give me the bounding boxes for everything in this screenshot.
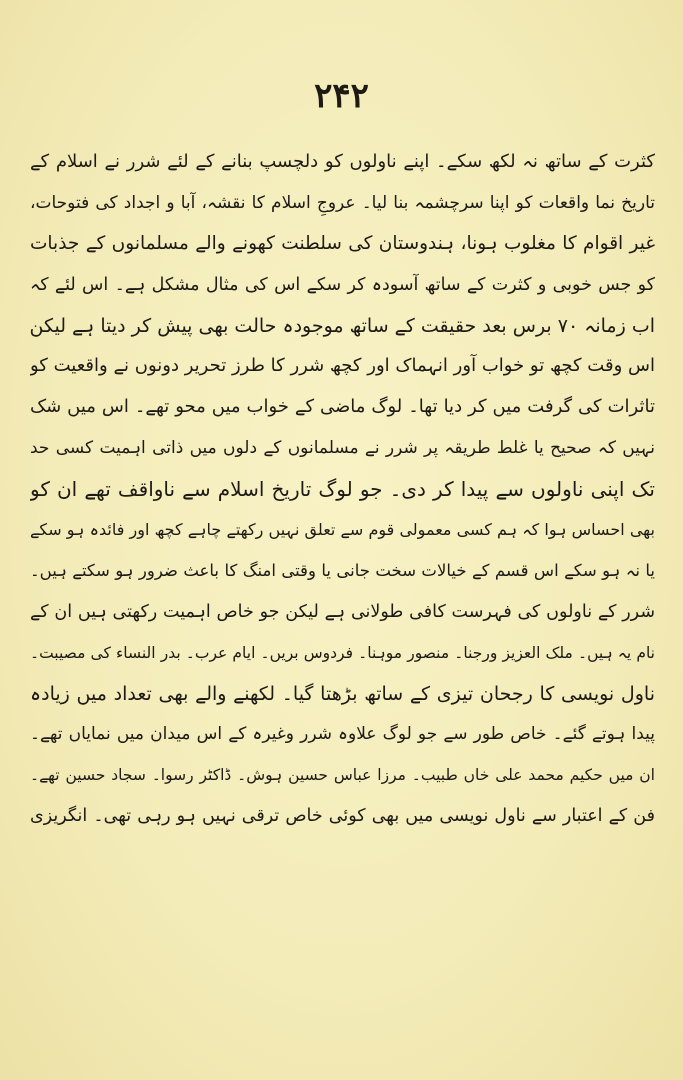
text-line: ان میں حکیم محمد علی خاں طبیب۔ مرزا عباس حسین ہوش۔ ڈاکٹر رسوا۔ سجاد حسین تھے۔ (30, 766, 655, 785)
text-line: تاریخ نما واقعات کو اپنا سرچشمہ بنا لیا۔ عروجِ اسلام کا نقشہ، آبا و اجداد کی فتوحات، (30, 192, 655, 213)
text-line: ناول نویسی کا رجحان تیزی کے ساتھ بڑھتا گیا۔ لکھنے والے بھی تعداد میں زیادہ (30, 682, 655, 705)
text-line: فن کے اعتبار سے ناول نویسی میں بھی کوئی خاص ترقی نہیں ہو رہی تھی۔ انگریزی (30, 806, 655, 827)
text-line: غیر اقوام کا مغلوب ہونا، ہندوستان کی سلطنت کھونے والے مسلمانوں کے جذبات (30, 232, 655, 254)
text-line: شرر کے ناولوں کی فہرست کافی طولانی ہے لیکن جو خاص اہمیت رکھتی ہیں ان کے (30, 601, 655, 622)
text-line: نہیں کہ صحیح یا غلط طریقہ پر شرر نے مسلمانوں کے دلوں میں ذاتی اہمیت کسی حد (30, 438, 655, 459)
page-number: ۲۴۲ (314, 76, 369, 116)
text-line: تاثرات کی گرفت میں کر دیا تھا۔ لوگ ماضی کے خواب میں محو تھے۔ اس میں شک (30, 396, 655, 418)
text-line: یا نہ ہو سکے اس قسم کے خیالات سخت جانی یا وقتی امنگ کا باعث ضرور ہو سکتے ہیں۔ (30, 560, 655, 580)
text-line: نام یہ ہیں۔ ملک العزیز ورجنا۔ منصور موہنا۔ فردوس بریں۔ ایام عرب۔ بدر النساء کی مصیبت۔ (30, 643, 655, 662)
text-line: پیدا ہوتے گئے۔ خاص طور سے جو لوگ علاوہ شرر وغیرہ کے اس میدان میں نمایاں تھے۔ (30, 724, 655, 745)
text-line: بھی احساس ہوا کہ ہم کسی معمولی قوم سے تعلق نہیں رکھتے چاہے کچھ اور فائدہ ہو سکے (30, 520, 655, 540)
text-line: کو جس خوبی و کثرت کے ساتھ آسودہ کر سکے اس کی مثال مشکل ہے۔ اس لئے کہ (30, 274, 655, 295)
body-text (30, 142, 655, 837)
text-line: اب زمانہ ۷۰ برس بعد حقیقت کے ساتھ موجودہ حالت بھی پیش کر دیتا ہے لیکن (30, 314, 655, 337)
text-line: اس وقت کچھ تو خواب آور انہماک اور کچھ شرر کا طرز تحریر دونوں نے واقعیت کو (30, 355, 655, 377)
text-line: کثرت کے ساتھ نہ لکھ سکے۔ اپنے ناولوں کو دلچسپ بنانے کے لئے شرر نے اسلام کے (30, 151, 655, 172)
text-line: تک اپنی ناولوں سے پیدا کر دی۔ جو لوگ تاریخ اسلام سے ناواقف تھے ان کو (30, 477, 655, 502)
